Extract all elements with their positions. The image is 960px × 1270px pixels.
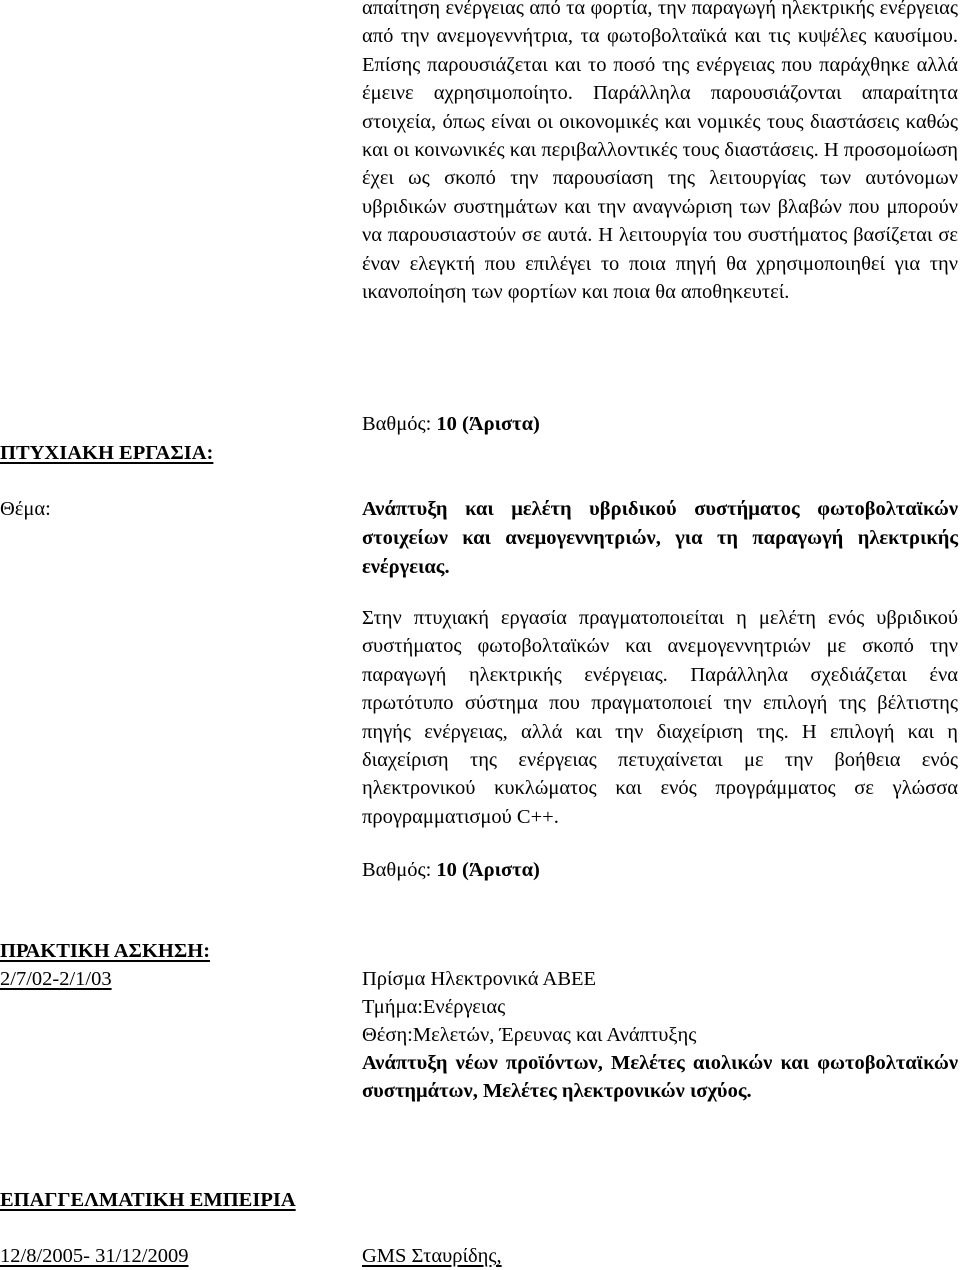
internship-dates: 2/7/02-2/1/03 xyxy=(0,968,112,990)
grade-value: 10 (Άριστα) xyxy=(436,413,540,435)
internship-position: Θέση:Μελετών, Έρευνας και Ανάπτυξης xyxy=(362,1024,697,1046)
intro-paragraph: απαίτηση ενέργειας από τα φορτία, την παραγωγή ηλεκτρικής ενέργειας από την ανεμογεννήτρια, τα φωτοβολταϊκά και τις κυψέλες καυσίμου. Επίσης παρουσιάζεται και το ποσό της ενέργειας που παράχθηκε αλλά έμεινε αχρησιμοποίητο. Παράλληλα παρουσιάζονται απαραίτητα στοιχεία, όπως είναι οι οικονομικές και νομικές τους διαστάσεις καθώς και οι κοινωνικές και περιβαλλοντικές τους διαστάσεις. Η προσομοίωση έχει ως σκοπό την παρουσίαση της λειτουργίας των αυτόνομων υβριδικών συστημάτων και την αναγνώριση των βλαβών που μπορούν να παρουσιαστούν σε αυτά. Η λειτουργία του συστήματος βασίζεται σε έναν ελεγκτή που επιλέγει το ποια πηγή θα χρησιμοποιηθεί για την ικανοποίηση των φορτίων και ποια θα αποθηκευτεί. xyxy=(362,0,958,304)
grade-label: Βαθμός: xyxy=(362,413,432,435)
thesis-description: Στην πτυχιακή εργασία πραγματοποιείται η μελέτη ενός υβριδικού συστήματος φωτοβολταϊκών και ανεμογεννητριών με σκοπό την παραγωγή ηλεκτρικής ενέργειας. Παράλληλα σχεδιάζεται ένα πρωτότυπο σύστημα που πραγματοποιεί την επιλογή της βέλτιστης πηγής ενέργειας, αλλά και την διαχείριση της. Η επιλογή και η διαχείριση της ενέργειας πετυχαίνεται με την βοήθεια ενός ηλεκτρονικού κυκλώματος και ενός προγράμματος σε γλώσσα προγραμματισμού C++. xyxy=(362,607,958,828)
grade-value: 10 (Άριστα) xyxy=(436,859,540,881)
internship-department: Τμήμα:Ενέργειας xyxy=(362,996,506,1018)
experience-dates: 12/8/2005- 31/12/2009 xyxy=(0,1245,189,1267)
grade-line-1 xyxy=(362,410,540,438)
grade-line-2 xyxy=(362,856,540,884)
internship-duties: Ανάπτυξη νέων προϊόντων, Μελέτες αιολικών και φωτοβολταϊκών συστημάτων, Μελέτες ηλεκτρονικών ισχύος. xyxy=(362,1052,958,1103)
thesis-heading: ΠΤΥΧΙΑΚΗ ΕΡΓΑΣΙΑ: xyxy=(0,442,214,464)
internship-company: Πρίσμα Ηλεκτρονικά ΑΒΕΕ xyxy=(362,968,597,990)
internship-heading: ΠΡΑΚΤΙΚΗ ΑΣΚΗΣΗ: xyxy=(0,940,211,962)
grade-label: Βαθμός: xyxy=(362,859,432,881)
experience-heading: ΕΠΑΓΓΕΛΜΑΤΙΚΗ ΕΜΠΕΙΡΙΑ xyxy=(0,1189,296,1211)
experience-employer: GMS Σταυρίδης, xyxy=(362,1245,502,1267)
topic-label: Θέμα: xyxy=(0,498,51,520)
thesis-topic: Ανάπτυξη και μελέτη υβριδικού συστήματος φωτοβολταϊκών στοιχείων και ανεμογεννητριών, για τη παραγωγή ηλεκτρικής ενέργειας. xyxy=(362,498,958,578)
